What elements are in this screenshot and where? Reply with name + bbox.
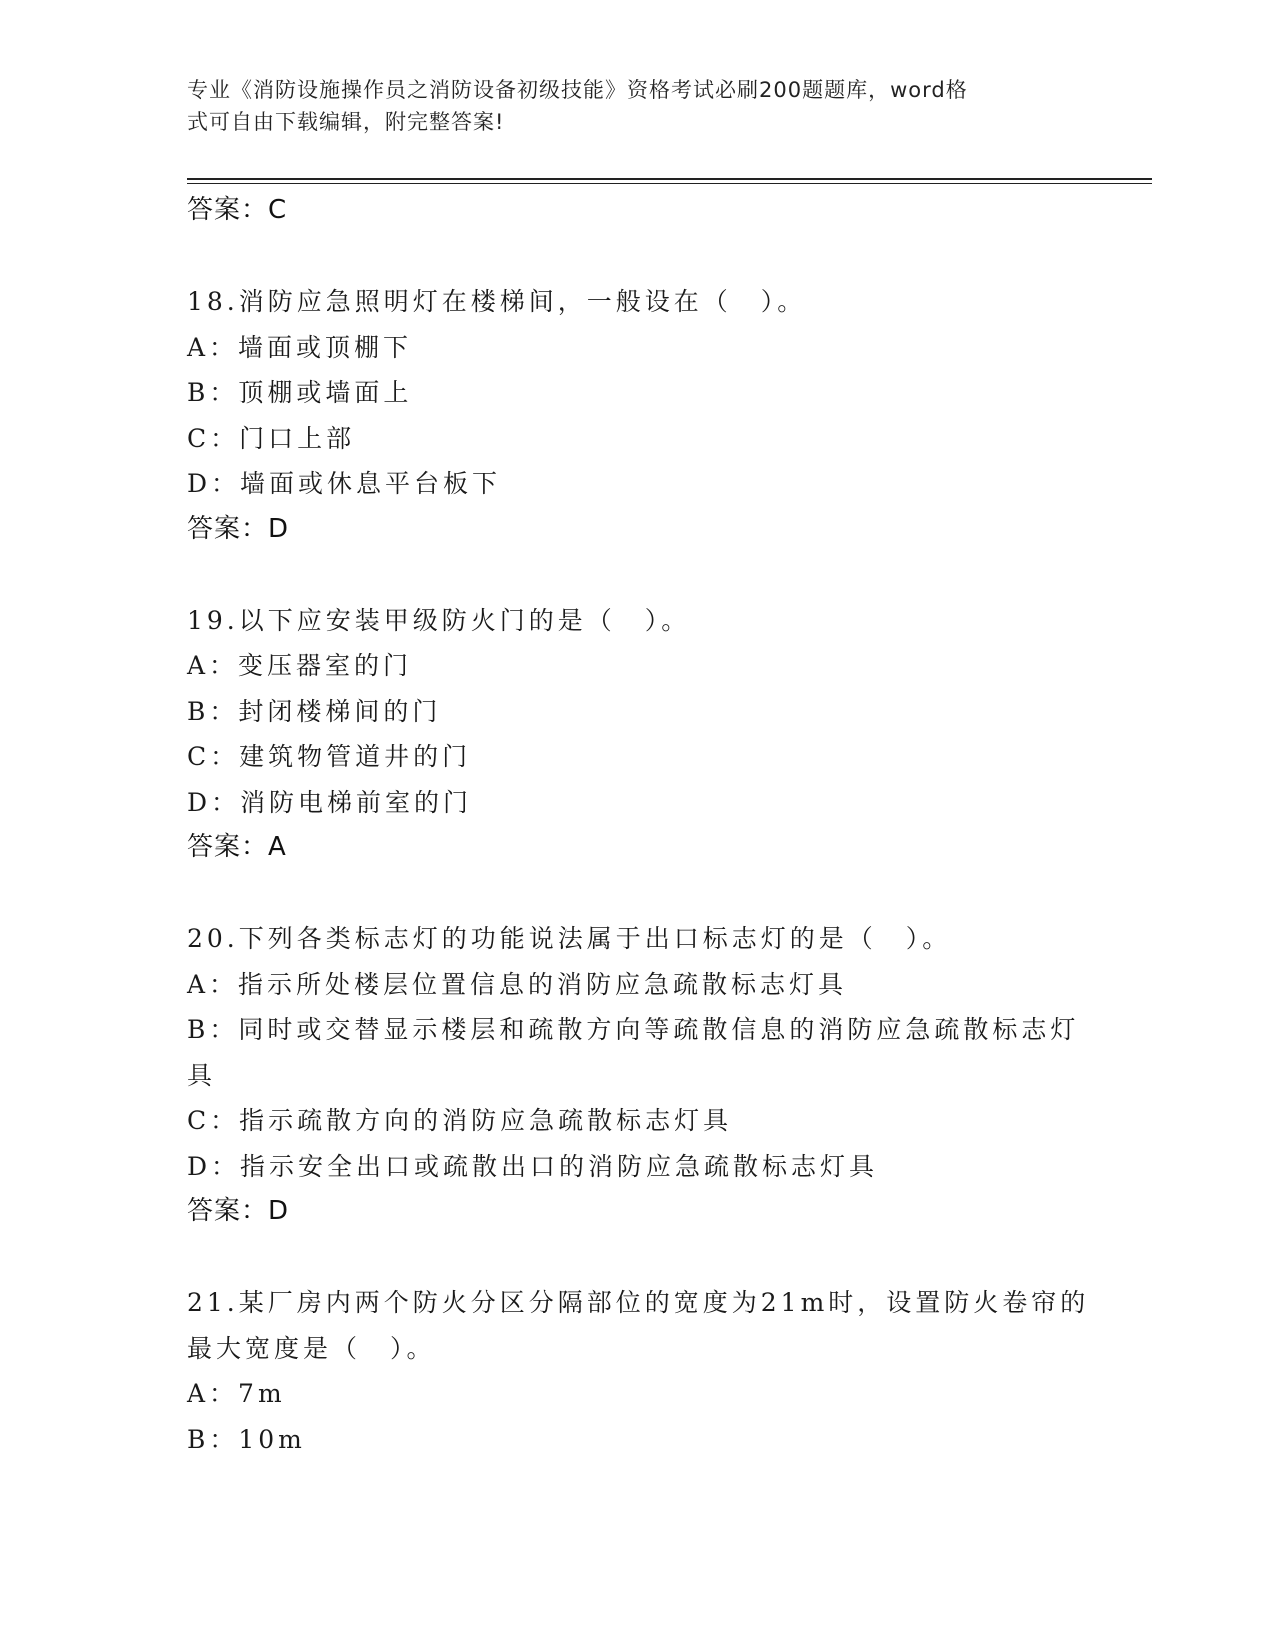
header-divider-thick xyxy=(187,178,1152,180)
answer-line: 答案：D xyxy=(187,513,290,544)
question-block xyxy=(187,598,1087,871)
header-line-1: 专业《消防设施操作员之消防设备初级技能》资格考试必刷200题题库，word格 xyxy=(187,78,968,102)
option-line: D：指示安全出口或疏散出口的消防应急疏散标志灯具 xyxy=(187,1151,879,1181)
option-line: A：指示所处楼层位置信息的消防应急疏散标志灯具 xyxy=(187,969,848,999)
answer-line: 答案：D xyxy=(187,1196,290,1226)
option-line: A：变压器室的门 xyxy=(187,651,413,680)
question-spacer xyxy=(187,234,1087,280)
questions-content xyxy=(187,188,1090,1462)
option-line: D：墙面或休息平台板下 xyxy=(187,469,502,498)
question-block xyxy=(187,279,1087,552)
document-header xyxy=(187,74,1067,138)
question-stem: 最大宽度是（ ）。 xyxy=(187,1333,436,1363)
question-stem: 20.下列各类标志灯的功能说法属于出口标志灯的是（ ）。 xyxy=(187,924,952,953)
answer-line: 答案：A xyxy=(187,832,287,862)
question-stem: 21.某厂房内两个防火分区分隔部位的宽度为21m时，设置防火卷帘的 xyxy=(187,1288,1090,1317)
question-spacer xyxy=(187,871,1087,917)
option-line: B：封闭楼梯间的门 xyxy=(187,696,442,726)
option-line: C：指示疏散方向的消防应急疏散标志灯具 xyxy=(187,1106,733,1135)
option-line: C：门口上部 xyxy=(187,423,356,453)
question-spacer xyxy=(187,552,1087,598)
option-line: A：墙面或顶棚下 xyxy=(187,332,413,362)
option-line: D：消防电梯前室的门 xyxy=(187,787,473,817)
previous-answer: 答案：C xyxy=(187,195,288,225)
question-stem: 18.消防应急照明灯在楼梯间，一般设在（ ）。 xyxy=(187,287,807,316)
option-line: B：顶棚或墙面上 xyxy=(187,378,413,407)
question-stem: 19.以下应安装甲级防火门的是（ ）。 xyxy=(187,605,691,635)
option-line: C：建筑物管道井的门 xyxy=(187,742,472,771)
question-block xyxy=(187,1280,1090,1462)
option-line: B：10m xyxy=(187,1424,306,1454)
option-line: 具 xyxy=(187,1060,217,1090)
option-line: A：7m xyxy=(187,1379,286,1408)
header-line-2: 式可自由下载编辑，附完整答案! xyxy=(187,110,505,134)
question-spacer xyxy=(187,1235,1087,1281)
header-divider-thin xyxy=(187,183,1152,184)
question-block xyxy=(187,916,1087,1235)
option-line: B：同时或交替显示楼层和疏散方向等疏散信息的消防应急疏散标志灯 xyxy=(187,1015,1080,1044)
